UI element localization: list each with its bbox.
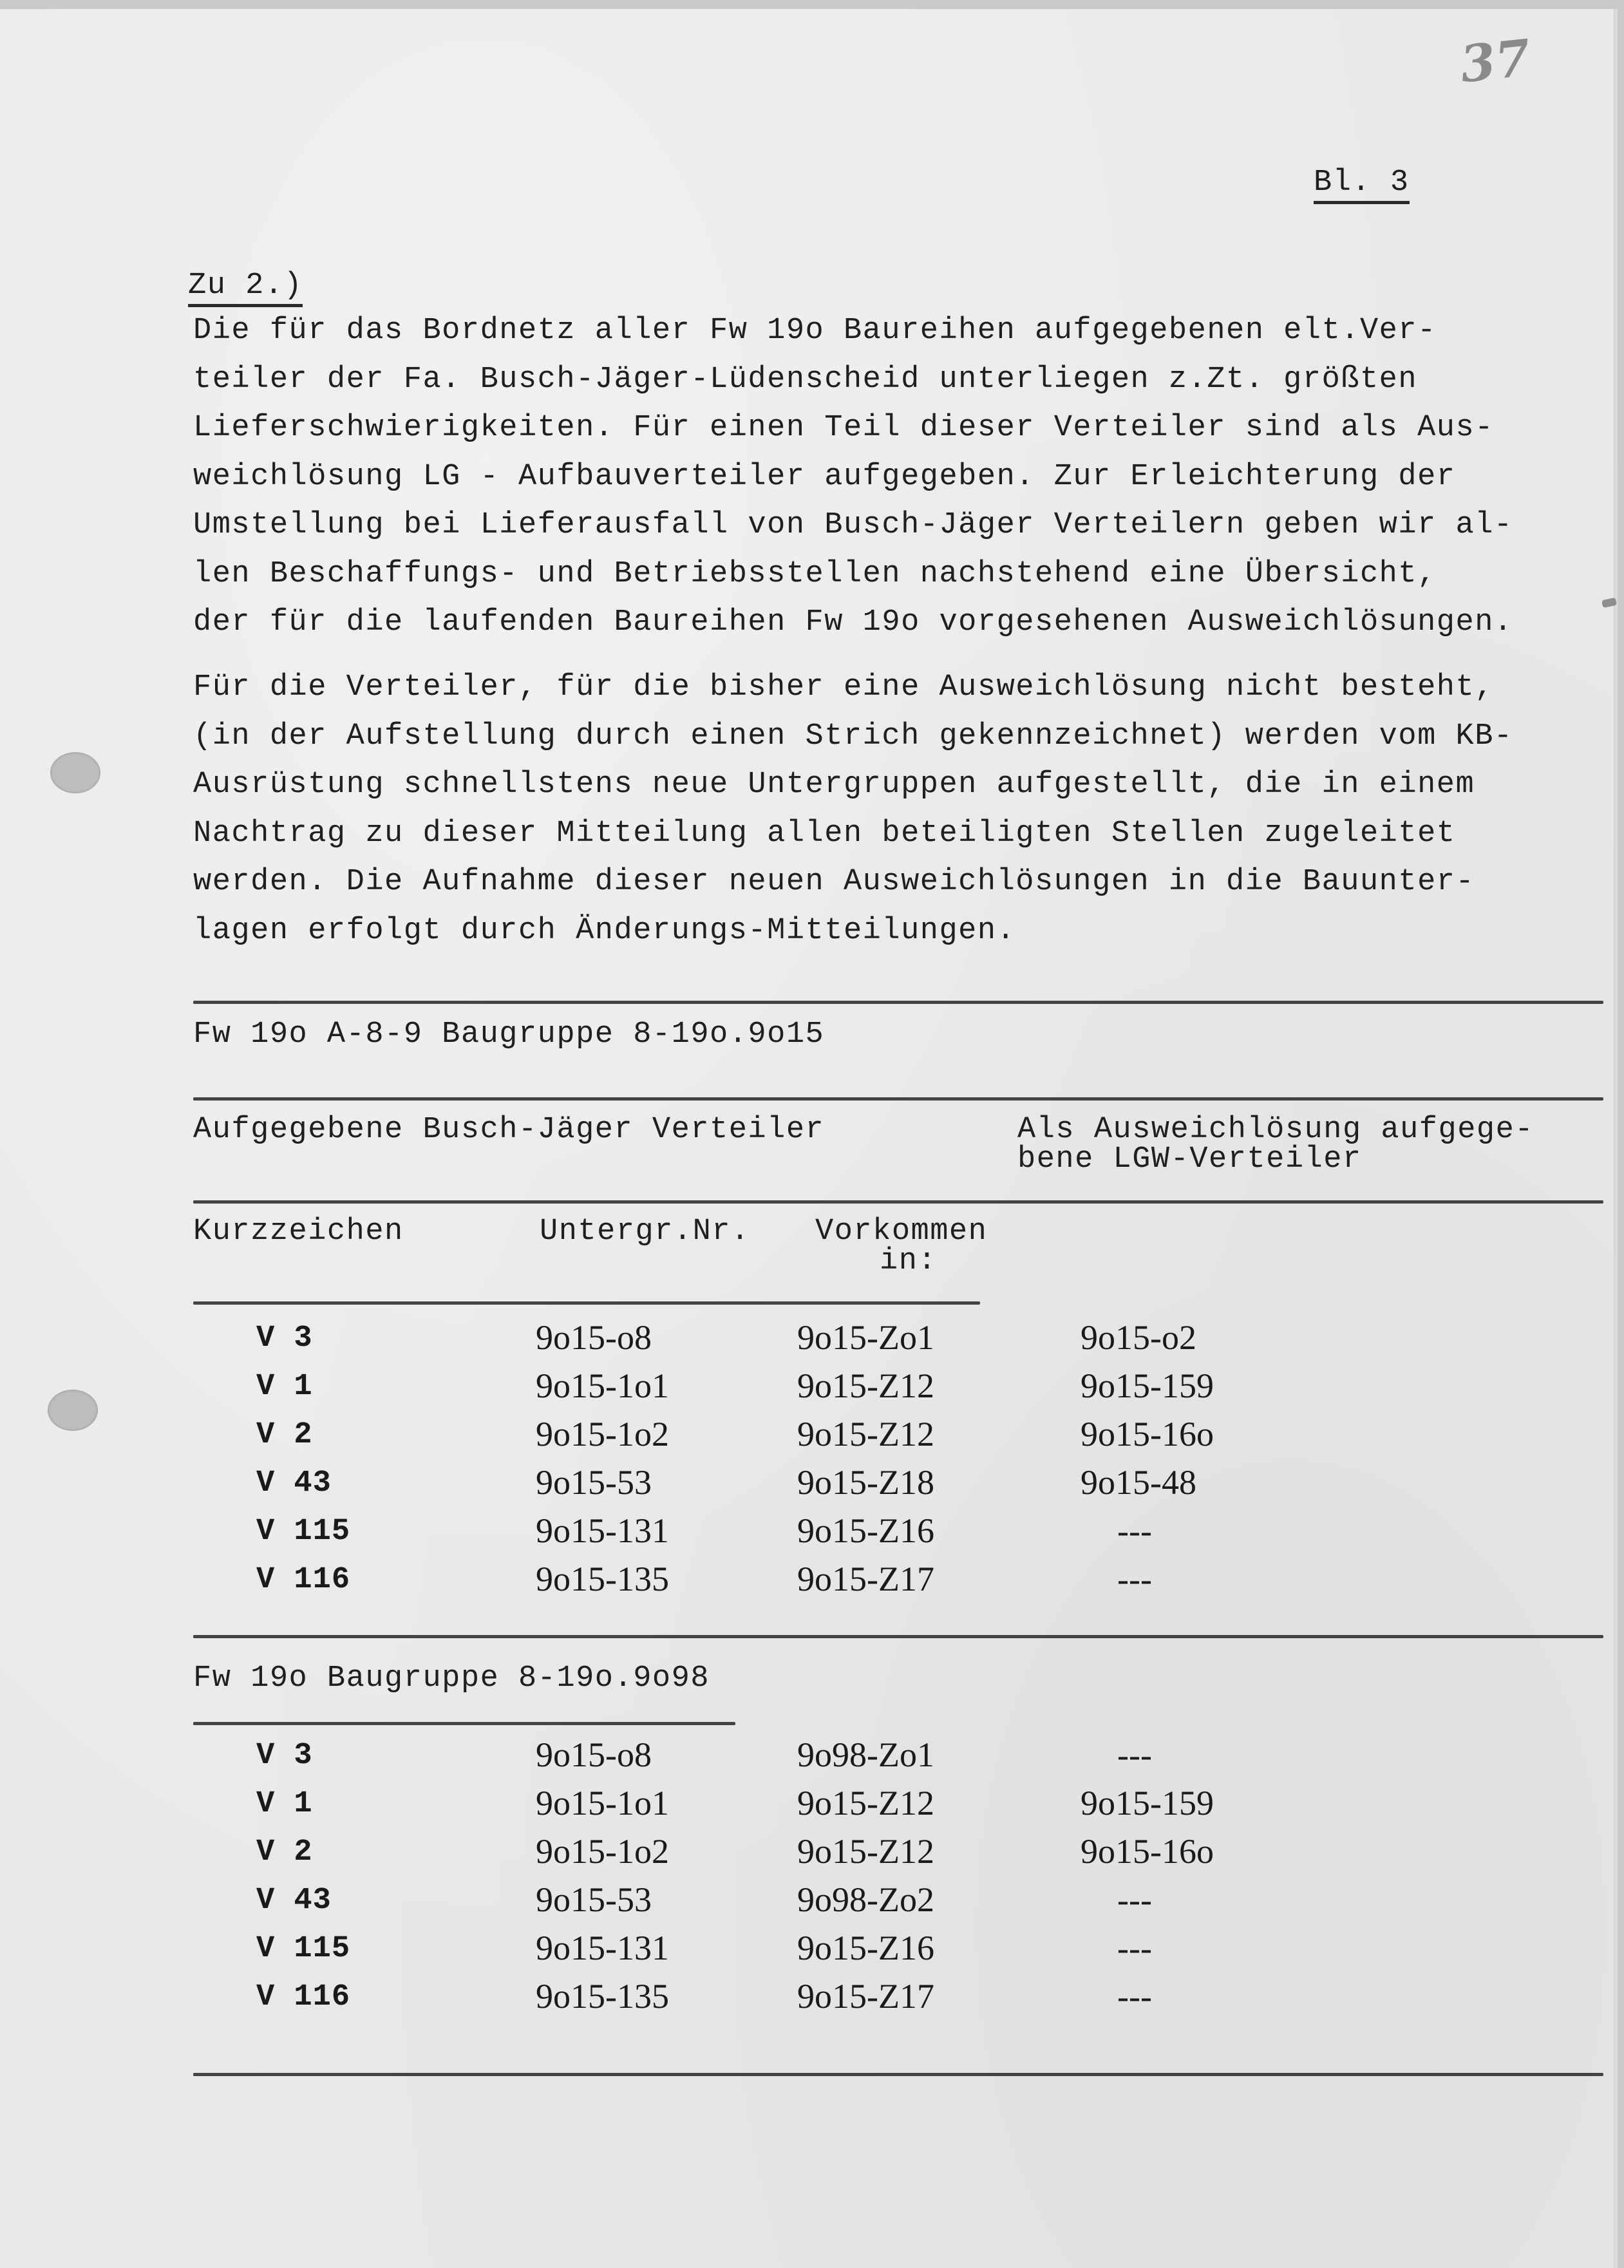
punch-hole	[50, 752, 100, 793]
group-header-alternative-2: bene LGW-Verteiler	[1017, 1142, 1362, 1177]
cell-ausweich: 9o15-16o	[1081, 1832, 1214, 1871]
text-line: Für die Verteiler, für die bisher eine Ausweichlösung nicht besteht,	[193, 670, 1494, 704]
cell-untergr: 9o15-1o1	[536, 1366, 669, 1405]
cell-kurzzeichen: V 3	[256, 1739, 313, 1773]
cell-untergr: 9o15-53	[536, 1463, 652, 1502]
column-header-untergr: Untergr.Nr.	[540, 1214, 750, 1249]
paragraph-2	[193, 663, 1610, 955]
cell-vorkommen: 9o15-Zo1	[797, 1318, 934, 1357]
sheet-label: Bl. 3	[1314, 165, 1410, 204]
cell-kurzzeichen: V 2	[256, 1418, 313, 1452]
section-heading: Zu 2.)	[188, 269, 303, 307]
cell-ausweich: 9o15-16o	[1081, 1415, 1214, 1453]
text-line: weichlösung LG - Aufbauverteiler aufgegeben. Zur Erleichterung der	[193, 459, 1456, 494]
text-line: Die für das Bordnetz aller Fw 19o Baureihen aufgegebenen elt.Ver-	[193, 314, 1437, 348]
section-title: Fw 19o A-8-9 Baugruppe 8-19o.9o15	[193, 1017, 825, 1052]
section-title: Fw 19o Baugruppe 8-19o.9o98	[193, 1661, 710, 1696]
text-line: werden. Die Aufnahme dieser neuen Ausweichlösungen in die Bauunter-	[193, 865, 1475, 899]
column-header-vorkommen-2: in:	[880, 1244, 938, 1278]
cell-ausweich: ---	[1117, 1880, 1152, 1919]
table-rule	[193, 1722, 735, 1725]
table-rule	[193, 1635, 1603, 1638]
cell-vorkommen: 9o15-Z12	[797, 1784, 934, 1822]
text-line: teiler der Fa. Busch-Jäger-Lüdenscheid unterliegen z.Zt. größten	[193, 362, 1418, 397]
cell-kurzzeichen: V 116	[256, 1980, 351, 2014]
cell-untergr: 9o15-1o1	[536, 1784, 669, 1822]
cell-kurzzeichen: V 1	[256, 1370, 313, 1404]
cell-vorkommen: 9o98-Zo2	[797, 1880, 934, 1919]
cell-vorkommen: 9o15-Z12	[797, 1415, 934, 1453]
cell-kurzzeichen: V 115	[256, 1932, 351, 1966]
column-header-vorkommen: Vorkommen	[815, 1214, 988, 1249]
table-rule	[193, 1001, 1603, 1004]
cell-kurzzeichen: V 2	[256, 1835, 313, 1869]
cell-ausweich: 9o15-48	[1081, 1463, 1196, 1502]
cell-vorkommen: 9o15-Z18	[797, 1463, 934, 1502]
cell-vorkommen: 9o15-Z16	[797, 1929, 934, 1967]
column-header-kurzzeichen: Kurzzeichen	[193, 1214, 404, 1249]
cell-untergr: 9o15-53	[536, 1880, 652, 1919]
group-header-given: Aufgegebene Busch-Jäger Verteiler	[193, 1113, 825, 1147]
punch-hole	[48, 1390, 98, 1431]
cell-vorkommen: 9o15-Z17	[797, 1560, 934, 1598]
table-rule	[193, 2073, 1603, 2076]
cell-untergr: 9o15-135	[536, 1560, 669, 1598]
text-line: lagen erfolgt durch Änderungs-Mitteilungen.	[193, 913, 1016, 948]
cell-vorkommen: 9o98-Zo1	[797, 1735, 934, 1774]
group-header-alternative: Als Ausweichlösung aufgege-	[1017, 1113, 1534, 1147]
cell-ausweich: 9o15-159	[1081, 1366, 1214, 1405]
cell-ausweich: ---	[1117, 1560, 1152, 1598]
cell-untergr: 9o15-1o2	[536, 1832, 669, 1871]
text-line: Nachtrag zu dieser Mitteilung allen beteiligten Stellen zugeleitet	[193, 816, 1456, 851]
cell-vorkommen: 9o15-Z12	[797, 1832, 934, 1871]
cell-kurzzeichen: V 115	[256, 1515, 351, 1549]
cell-kurzzeichen: V 1	[256, 1787, 313, 1821]
text-line: len Beschaffungs- und Betriebsstellen nachstehend eine Übersicht,	[193, 556, 1437, 591]
cell-ausweich: ---	[1117, 1735, 1152, 1774]
cell-ausweich: ---	[1117, 1511, 1152, 1550]
cell-kurzzeichen: V 3	[256, 1321, 313, 1356]
table-rule	[193, 1200, 1603, 1204]
folio-number: 37	[1457, 28, 1534, 95]
text-line: der für die laufenden Baureihen Fw 19o vorgesehenen Ausweichlösungen.	[193, 605, 1513, 639]
text-line: Umstellung bei Lieferausfall von Busch-Jäger Verteilern geben wir al-	[193, 508, 1513, 542]
table-rule	[193, 1097, 1603, 1101]
cell-untergr: 9o15-1o2	[536, 1415, 669, 1453]
text-line: Lieferschwierigkeiten. Für einen Teil dieser Verteiler sind als Aus-	[193, 411, 1494, 445]
cell-ausweich: 9o15-159	[1081, 1784, 1214, 1822]
text-line: Ausrüstung schnellstens neue Untergruppen aufgestellt, die in einem	[193, 768, 1475, 802]
cell-untergr: 9o15-135	[536, 1977, 669, 2016]
cell-untergr: 9o15-131	[536, 1511, 669, 1550]
cell-vorkommen: 9o15-Z17	[797, 1977, 934, 2016]
cell-untergr: 9o15-o8	[536, 1318, 652, 1357]
document-page	[0, 9, 1614, 2268]
cell-untergr: 9o15-131	[536, 1929, 669, 1967]
paragraph-1	[193, 307, 1610, 647]
cell-vorkommen: 9o15-Z12	[797, 1366, 934, 1405]
cell-untergr: 9o15-o8	[536, 1735, 652, 1774]
cell-ausweich: ---	[1117, 1977, 1152, 2016]
text-line: (in der Aufstellung durch einen Strich gekennzeichnet) werden vom KB-	[193, 719, 1513, 753]
cell-vorkommen: 9o15-Z16	[797, 1511, 934, 1550]
cell-ausweich: ---	[1117, 1929, 1152, 1967]
cell-kurzzeichen: V 43	[256, 1884, 332, 1918]
cell-kurzzeichen: V 43	[256, 1466, 332, 1500]
cell-kurzzeichen: V 116	[256, 1563, 351, 1597]
cell-ausweich: 9o15-o2	[1081, 1318, 1196, 1357]
table-rule	[193, 1301, 980, 1305]
